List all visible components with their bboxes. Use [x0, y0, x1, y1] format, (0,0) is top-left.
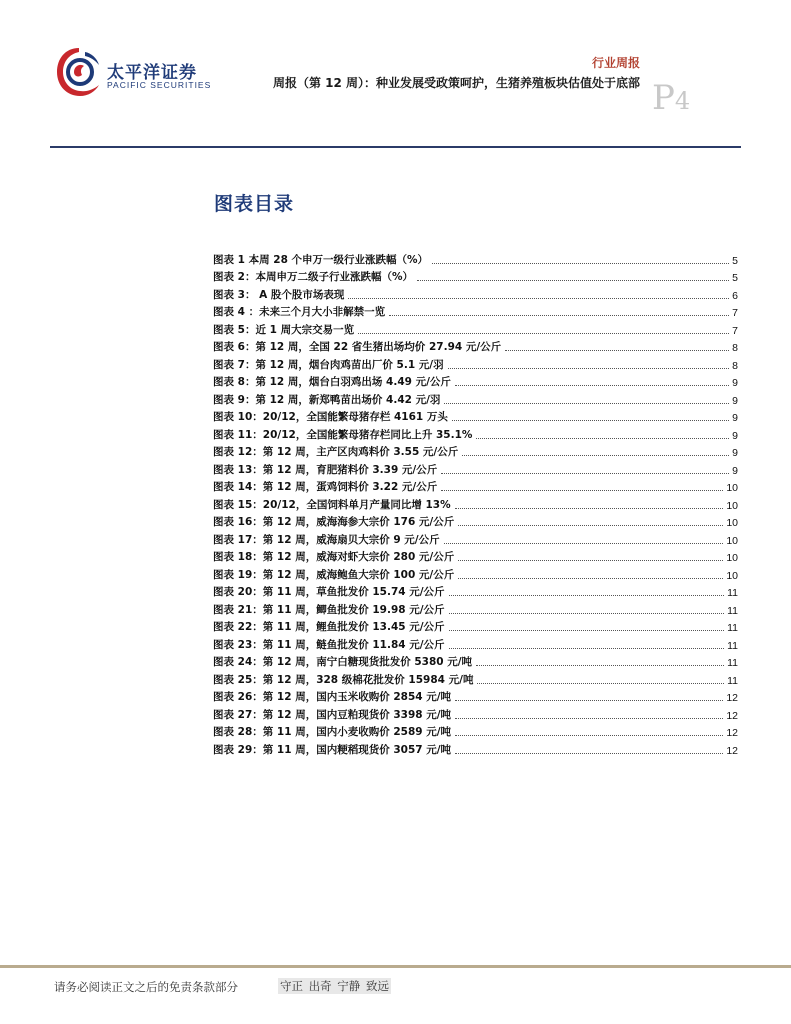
toc-entry-label: 图表 13：第 12 周，育肥猪料价 3.39 元/公斤 [213, 463, 438, 476]
toc-dot-leader [417, 280, 729, 281]
toc-entry[interactable] [213, 442, 738, 460]
toc-entry-label: 图表 11：20/12，全国能繁母猪存栏同比上升 35.1% [213, 428, 473, 441]
toc-entry-page: 9 [732, 412, 738, 424]
toc-entry[interactable] [213, 722, 738, 740]
toc-entry[interactable] [213, 337, 738, 355]
toc-entry[interactable] [213, 512, 738, 530]
toc-entry-page: 10 [726, 569, 738, 582]
toc-entry-label: 图表 20：第 11 周，草鱼批发价 15.74 元/公斤 [213, 586, 445, 598]
toc-entry[interactable] [213, 372, 738, 390]
toc-entry-page: 7 [732, 324, 738, 337]
toc-entry[interactable] [213, 739, 738, 757]
header-divider [50, 146, 741, 148]
toc-entry-label: 图表 1 本周 28 个申万一级行业涨跌幅（%） [213, 253, 429, 266]
toc-entry-page: 12 [726, 709, 738, 722]
toc-entry-label: 图表 23：第 11 周，鲢鱼批发价 11.84 元/公斤 [213, 638, 445, 651]
toc-entry-label: 图表 15：20/12，全国饲料单月产量同比增 13% [213, 498, 451, 511]
toc-entry-page: 5 [732, 272, 738, 284]
page-number [652, 78, 690, 118]
footer-divider [0, 965, 791, 968]
toc-entry-page: 7 [732, 307, 738, 319]
toc-dot-leader [455, 385, 729, 386]
toc-dot-leader [389, 315, 729, 316]
toc-entry-label: 图表 12：第 12 周，主产区肉鸡料价 3.55 元/公斤 [213, 446, 459, 458]
toc-entry-page: 6 [732, 289, 738, 302]
toc-entry[interactable] [213, 669, 738, 687]
toc-entry-page: 10 [726, 517, 738, 529]
toc-entry-page: 9 [732, 464, 738, 477]
toc-entry-label: 图表 9：第 12 周，新郑鸭苗出场价 4.42 元/羽 [213, 393, 441, 406]
toc-entry[interactable] [213, 389, 738, 407]
toc-entry-label: 图表 29：第 11 周，国内粳稻现货价 3057 元/吨 [213, 743, 452, 756]
toc-dot-leader [444, 543, 724, 544]
toc-entry-page: 12 [726, 727, 738, 739]
company-logo [55, 44, 215, 100]
toc-entry[interactable] [213, 354, 738, 372]
toc-entry-label: 图表 4 ：未来三个月大小非解禁一览 [213, 306, 386, 318]
toc-entry-label: 图表 22：第 11 周，鲤鱼批发价 13.45 元/公斤 [213, 621, 445, 633]
toc-dot-leader [449, 613, 725, 614]
toc-entry-label: 图表 24：第 12 周，南宁白糖现货批发价 5380 元/吨 [213, 656, 473, 668]
toc-entry-label: 图表 5：近 1 周大宗交易一览 [213, 323, 355, 336]
toc-entry-label: 图表 25：第 12 周，328 级棉花批发价 15984 元/吨 [213, 673, 474, 686]
toc-dot-leader [458, 560, 723, 561]
toc-entry[interactable] [213, 529, 738, 547]
toc-entry-page: 10 [726, 552, 738, 564]
toc-entry[interactable] [213, 249, 738, 267]
toc-dot-leader [348, 298, 729, 299]
toc-entry-label: 图表 8：第 12 周，烟台白羽鸡出场 4.49 元/公斤 [213, 376, 451, 388]
toc-entry-page: 8 [732, 342, 738, 354]
toc-entry-label: 图表 3： A 股个股市场表现 [213, 288, 345, 301]
toc-entry[interactable] [213, 547, 738, 565]
toc-entry-label: 图表 14：第 12 周，蛋鸡饲料价 3.22 元/公斤 [213, 481, 438, 493]
logo-emblem-icon [55, 44, 103, 100]
toc-dot-leader [449, 595, 725, 596]
toc-entry[interactable] [213, 617, 738, 635]
toc-entry-page: 10 [726, 534, 738, 547]
toc-list [213, 249, 738, 757]
toc-entry-label: 图表 10：20/12，全国能繁母猪存栏 4161 万头 [213, 411, 448, 423]
toc-entry[interactable] [213, 302, 738, 320]
toc-entry-label: 图表 18：第 12 周，威海对虾大宗价 280 元/公斤 [213, 551, 455, 563]
toc-dot-leader [441, 490, 723, 491]
toc-dot-leader [448, 368, 730, 369]
toc-entry[interactable] [213, 599, 738, 617]
toc-entry[interactable] [213, 477, 738, 495]
logo-chinese-name: 太平洋证券 [107, 63, 197, 83]
toc-entry[interactable] [213, 459, 738, 477]
toc-entry-page: 10 [726, 499, 738, 512]
toc-entry-label: 图表 26：第 12 周，国内玉米收购价 2854 元/吨 [213, 691, 452, 703]
toc-dot-leader [455, 508, 724, 509]
toc-entry-page: 10 [726, 482, 738, 494]
footer-disclaimer: 请务必阅读正文之后的免责条款部分 [54, 980, 238, 994]
toc-entry-page: 5 [732, 254, 738, 267]
toc-dot-leader [458, 578, 723, 579]
toc-dot-leader [455, 735, 723, 736]
toc-heading: 图表目录 [214, 193, 295, 215]
toc-entry-label: 图表 2：本周申万二级子行业涨跌幅（%） [213, 271, 413, 283]
footer-motto: 守正 出奇 宁静 致远 [280, 979, 389, 993]
toc-entry[interactable] [213, 634, 738, 652]
toc-entry-page: 9 [732, 447, 738, 459]
toc-entry-label: 图表 21：第 11 周，鲫鱼批发价 19.98 元/公斤 [213, 603, 445, 616]
toc-dot-leader [476, 438, 729, 439]
toc-dot-leader [455, 700, 723, 701]
toc-entry-page: 11 [727, 674, 738, 687]
toc-entry-page: 11 [727, 587, 738, 599]
toc-entry-label: 图表 27：第 12 周，国内豆粕现货价 3398 元/吨 [213, 708, 452, 721]
toc-entry[interactable] [213, 704, 738, 722]
toc-dot-leader [444, 403, 729, 404]
toc-entry[interactable] [213, 687, 738, 705]
toc-entry-page: 11 [727, 604, 738, 617]
toc-dot-leader [358, 333, 729, 334]
toc-entry[interactable] [213, 424, 738, 442]
toc-entry[interactable] [213, 564, 738, 582]
toc-entry[interactable] [213, 652, 738, 670]
report-category: 行业周报 [591, 56, 640, 70]
toc-dot-leader [458, 525, 723, 526]
toc-entry-page: 11 [727, 657, 738, 669]
toc-entry[interactable] [213, 267, 738, 285]
toc-entry-page: 9 [732, 429, 738, 442]
toc-entry[interactable] [213, 494, 738, 512]
toc-dot-leader [462, 455, 729, 456]
toc-dot-leader [441, 473, 729, 474]
toc-dot-leader [476, 665, 724, 666]
toc-dot-leader [432, 263, 729, 264]
toc-entry[interactable] [213, 284, 738, 302]
toc-entry-page: 9 [732, 377, 738, 389]
toc-entry-label: 图表 16：第 12 周，威海海参大宗价 176 元/公斤 [213, 516, 455, 528]
toc-entry-page: 12 [726, 744, 738, 757]
toc-entry-label: 图表 28：第 11 周，国内小麦收购价 2589 元/吨 [213, 726, 452, 738]
toc-entry-page: 8 [732, 359, 738, 372]
logo-english-name: PACIFIC SECURITIES [107, 80, 212, 90]
page-digit: 4 [674, 87, 691, 115]
toc-entry-label: 图表 17：第 12 周，威海扇贝大宗价 9 元/公斤 [213, 533, 440, 546]
toc-entry-label: 图表 7：第 12 周，烟台肉鸡苗出厂价 5.1 元/羽 [213, 358, 444, 371]
toc-dot-leader [449, 630, 725, 631]
toc-entry-label: 图表 6：第 12 周，全国 22 省生猪出场均价 27.94 元/公斤 [213, 341, 502, 353]
toc-entry-page: 12 [726, 692, 738, 704]
toc-dot-leader [505, 350, 729, 351]
toc-entry[interactable] [213, 407, 738, 425]
toc-entry-page: 9 [732, 394, 738, 407]
toc-dot-leader [449, 648, 725, 649]
toc-dot-leader [477, 683, 724, 684]
toc-entry-label: 图表 19：第 12 周，威海鲍鱼大宗价 100 元/公斤 [213, 568, 455, 581]
report-title: 周报（第 12 周）：种业发展受政策呵护，生猪养殖板块估值处于底部 [272, 76, 640, 90]
page-letter: P [652, 78, 675, 118]
toc-entry[interactable] [213, 582, 738, 600]
toc-dot-leader [452, 420, 729, 421]
toc-entry[interactable] [213, 319, 738, 337]
toc-entry-page: 11 [727, 639, 738, 652]
toc-entry-page: 11 [727, 622, 738, 634]
toc-dot-leader [455, 718, 723, 719]
toc-dot-leader [455, 753, 723, 754]
